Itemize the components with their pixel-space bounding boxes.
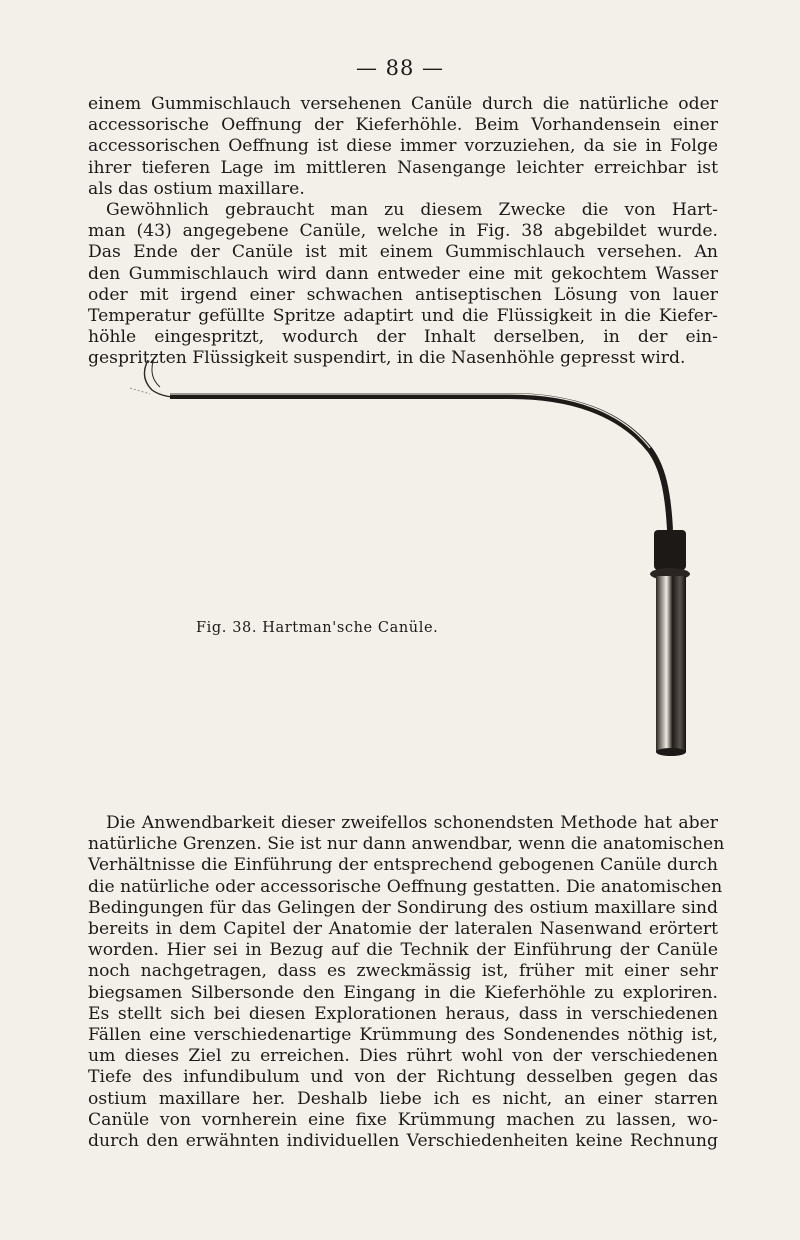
text-line: um dieses Ziel zu erreichen. Dies rührt wohl von der verschiedenen	[88, 1046, 718, 1067]
text-line: die natürliche oder accessorische Oeffnung gestatten. Die anatomischen	[88, 876, 723, 897]
text-block-bottom	[88, 813, 725, 1152]
text-line: Das Ende der Canüle ist mit einem Gummischlauch versehen. An	[88, 242, 718, 263]
text-line: Tiefe des infundibulum und von der Richtung desselben gegen das	[88, 1067, 718, 1088]
text-line: oder mit irgend einer schwachen antiseptischen Lösung von lauer	[88, 284, 718, 305]
text-line: accessorischen Oeffnung ist diese immer vorzuziehen, da sie in Folge	[88, 136, 718, 157]
figure-caption: Fig. 38. Hartman'sche Canüle.	[196, 620, 439, 636]
text-block-top	[88, 94, 718, 370]
text-line: Die Anwendbarkeit dieser zweifellos schonendsten Methode hat aber	[106, 813, 718, 833]
text-line: als das ostium maxillare.	[88, 178, 305, 199]
text-line: man (43) angegebene Canüle, welche in Fig. 38 abgebildet wurde.	[88, 221, 718, 242]
text-line: durch den erwähnten individuellen Verschiedenheiten keine Rechnung	[88, 1131, 718, 1152]
cannula-tip	[145, 360, 190, 398]
text-line: worden. Hier sei in Bezug auf die Technik der Einführung der Canüle	[88, 940, 718, 961]
text-line: ihrer tieferen Lage im mittleren Nasengange leichter erreichbar ist	[88, 157, 718, 178]
text-line: ostium maxillare her. Deshalb liebe ich es nicht, an einer starren	[88, 1088, 718, 1109]
text-line: Gewöhnlich gebraucht man zu diesem Zwecke die von Hart-	[106, 200, 718, 221]
text-line: höhle eingespritzt, wodurch der Inhalt derselben, in der ein-	[88, 327, 718, 348]
text-line: accessorische Oeffnung der Kieferhöhle. Beim Vorhandensein einer	[88, 115, 718, 136]
text-line: den Gummischlauch wird dann entweder eine mit gekochtem Wasser	[88, 263, 718, 284]
text-line: Temperatur gefüllte Spritze adaptirt und die Flüssigkeit in die Kiefer-	[88, 306, 718, 327]
text-line: Verhältnisse die Einführung der entsprechend gebogenen Canüle durch	[88, 855, 718, 876]
text-line: biegsamen Silbersonde den Eingang in die Kieferhöhle zu exploriren.	[88, 982, 718, 1003]
text-line: natürliche Grenzen. Sie ist nur dann anwendbar, wenn die anatomischen	[88, 834, 725, 855]
cannula-shaft	[170, 396, 670, 530]
text-line: Bedingungen für das Gelingen der Sondirung des ostium maxillare sind	[88, 897, 718, 918]
paragraph-1	[88, 94, 718, 200]
text-line: Fällen eine verschiedenartige Krümmung des Sondenendes nöthig ist,	[88, 1025, 718, 1046]
paragraph-3	[88, 813, 725, 1152]
paragraph-2	[88, 200, 718, 370]
text-line: einem Gummischlauch versehenen Canüle durch die natürliche oder	[88, 94, 718, 114]
text-line: gespritzten Flüssigkeit suspendirt, in die Nasenhöhle gepresst wird.	[88, 348, 686, 369]
text-line: noch nachgetragen, dass es zweckmässig ist, früher mit einer sehr	[88, 961, 718, 982]
cannula-handle	[654, 530, 686, 570]
text-line: bereits in dem Capitel der Anatomie der lateralen Nasenwand erörtert	[88, 919, 718, 940]
text-line: Es stellt sich bei diesen Explorationen heraus, dass in verschiedenen	[88, 1003, 718, 1024]
text-line: Canüle von vornherein eine fixe Krümmung machen zu lassen, wo-	[88, 1109, 718, 1130]
page-number: — 88 —	[355, 56, 445, 80]
cannula-illustration	[130, 360, 730, 780]
figure-cannula	[130, 360, 730, 780]
